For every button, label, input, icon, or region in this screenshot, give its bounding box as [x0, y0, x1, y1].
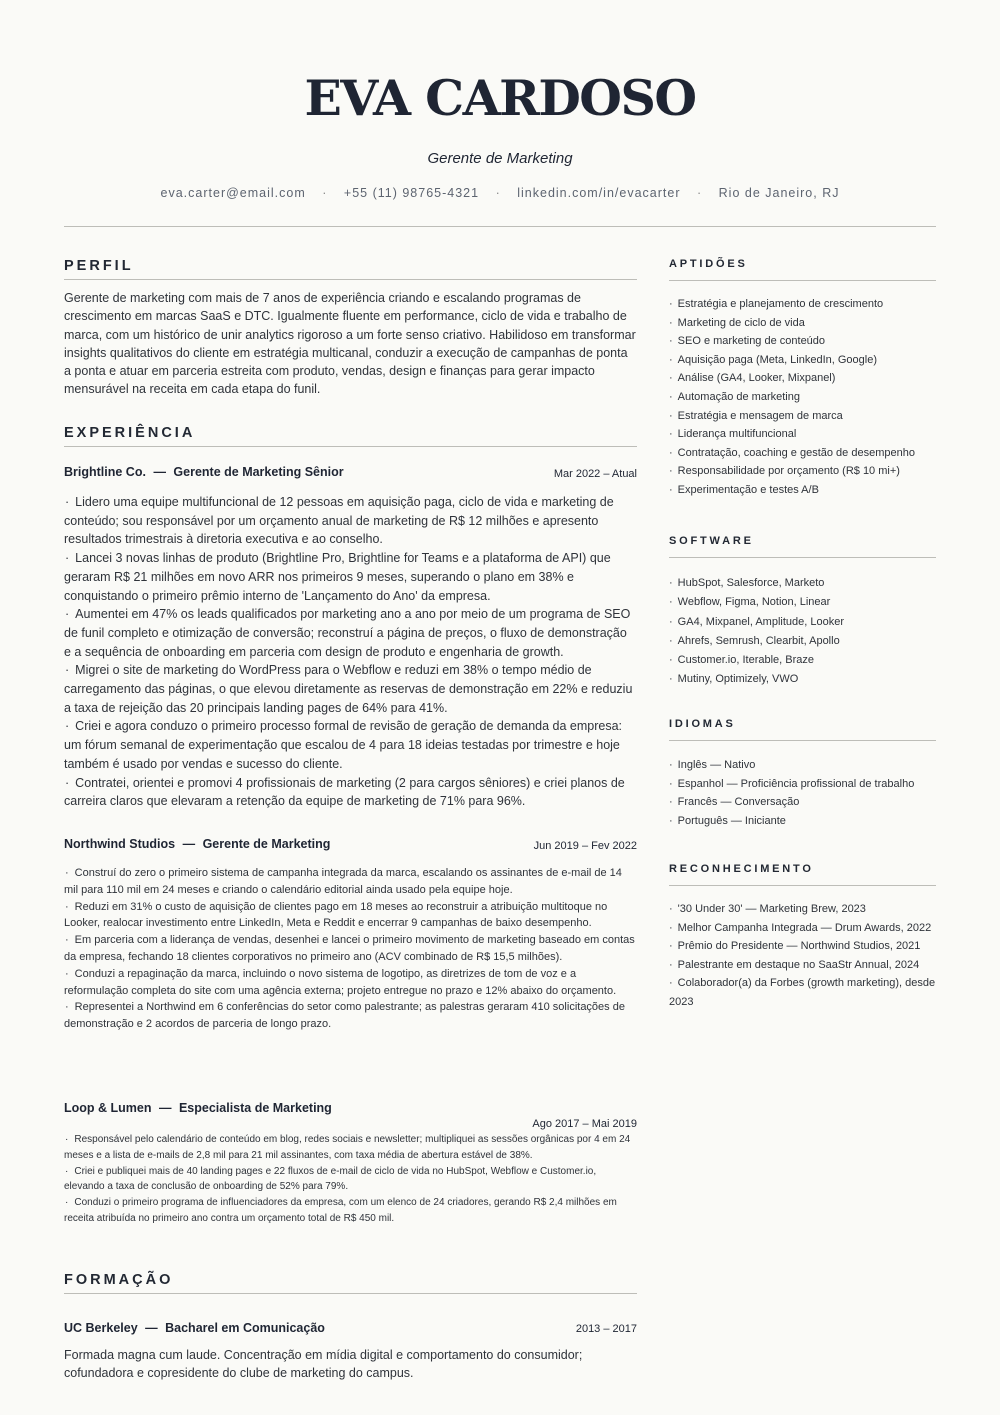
job-dash: — [182, 837, 196, 851]
recognition-item: · '30 Under 30' — Marketing Brew, 2023 [669, 900, 936, 919]
recognition-item: · Palestrante em destaque no SaaStr Annual, 2024 [669, 956, 936, 975]
job-bullet: · Aumentei em 47% os leads qualificados por marketing ano a ano por meio de um programa de SEO de funil completo e otimização de conversão; reconstruí a página de preços, o fluxo de demonstração e a sequência de onboarding em parceria com design de produto e engenharia de growth. [64, 605, 637, 661]
language-item: · Francês — Conversação [669, 793, 936, 812]
education-text: Formada magna cum laude. Concentração em mídia digital e comportamento do consumidor; cofundadora e copresidente do clube de marketing do campus. [64, 1348, 583, 1381]
skill-item: · Experimentação e testes A/B [669, 481, 936, 500]
job-dates: Ago 2017 – Mai 2019 [532, 1118, 637, 1130]
job-bullets [64, 493, 637, 811]
job-role: Gerente de Marketing Sênior [173, 465, 344, 479]
job-dates: Mar 2022 – Atual [553, 468, 637, 480]
skill-item: · Estratégia e planejamento de crescimento [669, 295, 936, 314]
job-bullet: · Reduzi em 31% o custo de aquisição de clientes pago em 18 meses ao reconstruir a atribuição multitoque no Looker, realocar investimento entre LinkedIn, Meta e Reddit e encerrar 9 campanhas de baixo desempenho. [64, 899, 637, 933]
job-bullet: · Criei e publiquei mais de 40 landing pages e 22 fluxos de e-mail de ciclo de vida no HubSpot, Webflow e Customer.io, elevando a taxa de conclusão de onboarding de 52% para 79%. [64, 1164, 637, 1196]
job-dash: — [158, 1101, 172, 1115]
education-school: UC Berkeley [64, 1321, 138, 1335]
recognition-item: · Colaborador(a) da Forbes (growth marketing), desde 2023 [669, 974, 936, 1011]
software-item: · HubSpot, Salesforce, Marketo [669, 574, 936, 593]
contact-separator: · [322, 186, 328, 200]
education-dash: — [145, 1321, 158, 1335]
job-company: Loop & Lumen [64, 1101, 152, 1115]
job-company: Northwind Studios [64, 837, 176, 851]
contact-separator: · [696, 186, 703, 200]
recognition-item: · Melhor Campanha Integrada — Drum Awards, 2022 [669, 919, 936, 938]
job-bullet: · Conduzi a repaginação da marca, incluindo o novo sistema de logotipo, as diretrizes de tom de voz e a reformulação completa do site com uma agência externa; projeto entregue no prazo e 12% abaixo do orçamento. [64, 966, 637, 1000]
software-list [669, 574, 936, 690]
education-degree: Bacharel em Comunicação [165, 1321, 325, 1335]
job-bullet: · Contratei, orientei e promovi 4 profissionais de marketing (2 para cargos sêniores) e criei planos de carreira claros que elevaram a retenção da equipe de marketing de 71% para 96%. [64, 774, 637, 811]
job-role: Especialista de Marketing [178, 1101, 332, 1115]
header-divider [64, 226, 936, 227]
job-bullet: · Responsável pelo calendário de conteúdo em blog, redes sociais e newsletter; multipliquei as sessões orgânicas por 4 em 24 meses e a lista de e-mails de 2,8 mil para 21 mil assinantes, com taxa média de abertura estável de 38%. [64, 1132, 637, 1164]
skills-list [669, 295, 936, 500]
candidate-name: EVA CARDOSO [304, 69, 696, 127]
job-bullet: · Lancei 3 novas linhas de produto (Brightline Pro, Brightline for Teams e a plataforma de API) que geraram R$ 21 milhões em novo ARR nos primeiros 9 meses, superando o plano em 38% e conquistando o primeiro prêmio interno de 'Lançamento do Ano' da empresa. [64, 549, 637, 605]
recognition-heading: RECONHECIMENTO [669, 863, 936, 886]
job-dates: Jun 2019 – Fev 2022 [533, 840, 637, 852]
contact-email[interactable]: eva.carter@email.com [160, 186, 306, 200]
skill-item: · Marketing de ciclo de vida [669, 314, 936, 333]
profile-heading: PERFIL [64, 258, 637, 280]
recognition-item: · Prêmio do Presidente — Northwind Studios, 2021 [669, 937, 936, 956]
job-bullet: · Lidero uma equipe multifuncional de 12 pessoas em aquisição paga, ciclo de vida e marketing de conteúdo; sou responsável por um orçamento anual de marketing de R$ 12 milhões e apresento resultados trimestrais à diretoria executiva e ao conselho. [64, 493, 637, 549]
skill-item: · Análise (GA4, Looker, Mixpanel) [669, 369, 936, 388]
skill-item: · Liderança multifuncional [669, 425, 936, 444]
job-bullet: · Representei a Northwind em 6 conferências do setor como palestrante; as palestras geraram 410 solicitações de demonstração e 2 acordos de parceria de longo prazo. [64, 999, 637, 1033]
skill-item: · Aquisição paga (Meta, LinkedIn, Google) [669, 351, 936, 370]
education-header [64, 1321, 637, 1335]
languages-list [669, 756, 936, 830]
skill-item: · Estratégia e mensagem de marca [669, 407, 936, 426]
candidate-title: Gerente de Marketing [427, 150, 573, 167]
language-item: · Português — Iniciante [669, 812, 936, 831]
contact-linkedin[interactable]: linkedin.com/in/evacarter [517, 186, 681, 200]
job-bullet: · Construí do zero o primeiro sistema de campanha integrada da marca, escalando os assinantes de e-mail de 14 mil para 110 mil em 24 meses e criando o calendário editorial ainda usado pela equipe hoje. [64, 865, 637, 899]
job-dash: — [153, 465, 166, 479]
skill-item: · Contratação, coaching e gestão de desempenho [669, 444, 936, 463]
profile-text: Gerente de marketing com mais de 7 anos de experiência criando e escalando programas de crescimento em marcas SaaS e DTC. Igualmente fluente em performance, ciclo de vida e trabalho de marca, com um histórico de unir analytics rigoroso a um forte senso criativo. Habilidoso em transformar insights qualitativos do cliente em estratégia multicanal, conduzir a execução de campanhas de ponta a ponta e atuar em parceria estreita com produto, vendas, design e finanças para gerar impacto mensurável na receita em cada etapa do funil. [64, 291, 636, 397]
skill-item: · Responsabilidade por orçamento (R$ 10 mi+) [669, 462, 936, 481]
recognition-list [669, 900, 936, 1012]
job-bullet: · Criei e agora conduzo o primeiro processo formal de revisão de geração de demanda da empresa: um fórum semanal de experimentação que escalou de 4 para 18 ideias testadas por trimestre e hoje também é usado por vendas e sucesso do cliente. [64, 717, 637, 773]
languages-heading: IDIOMAS [669, 718, 936, 741]
software-item: · Mutiny, Optimizely, VWO [669, 670, 936, 689]
resume-header [0, 66, 1000, 130]
contact-separator: · [495, 186, 501, 200]
language-item: · Espanhol — Proficiência profissional de trabalho [669, 775, 936, 794]
skill-item: · Automação de marketing [669, 388, 936, 407]
language-item: · Inglês — Nativo [669, 756, 936, 775]
skill-item: · SEO e marketing de conteúdo [669, 332, 936, 351]
software-item: · GA4, Mixpanel, Amplitude, Looker [669, 613, 936, 632]
contact-phone[interactable]: +55 (11) 98765-4321 [343, 186, 480, 200]
job-bullet: · Em parceria com a liderança de vendas, desenhei e lancei o primeiro movimento de marketing baseado em contas da empresa, fechando 18 clientes corporativos no primeiro ano (ACV combinado de R$ 15,5 milhões). [64, 932, 637, 966]
job-bullet: · Migrei o site de marketing do WordPress para o Webflow e reduzi em 38% o tempo médio de carregamento das páginas, o que elevou diretamente as reservas de demonstração em 22% e reduziu a taxa de rejeição das 20 principais landing pages de 64% para 41%. [64, 661, 637, 717]
job-header [64, 1101, 637, 1115]
software-item: · Webflow, Figma, Notion, Linear [669, 593, 936, 612]
job-role: Gerente de Marketing [202, 837, 331, 851]
job-bullet: · Conduzi o primeiro programa de influenciadores da empresa, com um elenco de 24 criadores, gerando R$ 2,4 milhões em receita atribuída no primeiro ano contra um orçamento total de R$ 450 mil. [64, 1195, 637, 1227]
software-item: · Customer.io, Iterable, Braze [669, 651, 936, 670]
experience-heading: EXPERIÊNCIA [64, 425, 637, 447]
job-bullets [64, 865, 637, 1033]
contact-location: Rio de Janeiro, RJ [718, 186, 840, 200]
skills-heading: APTIDÕES [669, 258, 936, 281]
software-heading: SOFTWARE [669, 535, 936, 558]
job-bullets [64, 1132, 637, 1227]
contact-line [0, 186, 1000, 200]
job-header [64, 465, 637, 479]
software-item: · Ahrefs, Semrush, Clearbit, Apollo [669, 632, 936, 651]
education-heading: FORMAÇÃO [64, 1272, 637, 1294]
job-company: Brightline Co. [64, 465, 146, 479]
education-dates: 2013 – 2017 [575, 1323, 637, 1335]
